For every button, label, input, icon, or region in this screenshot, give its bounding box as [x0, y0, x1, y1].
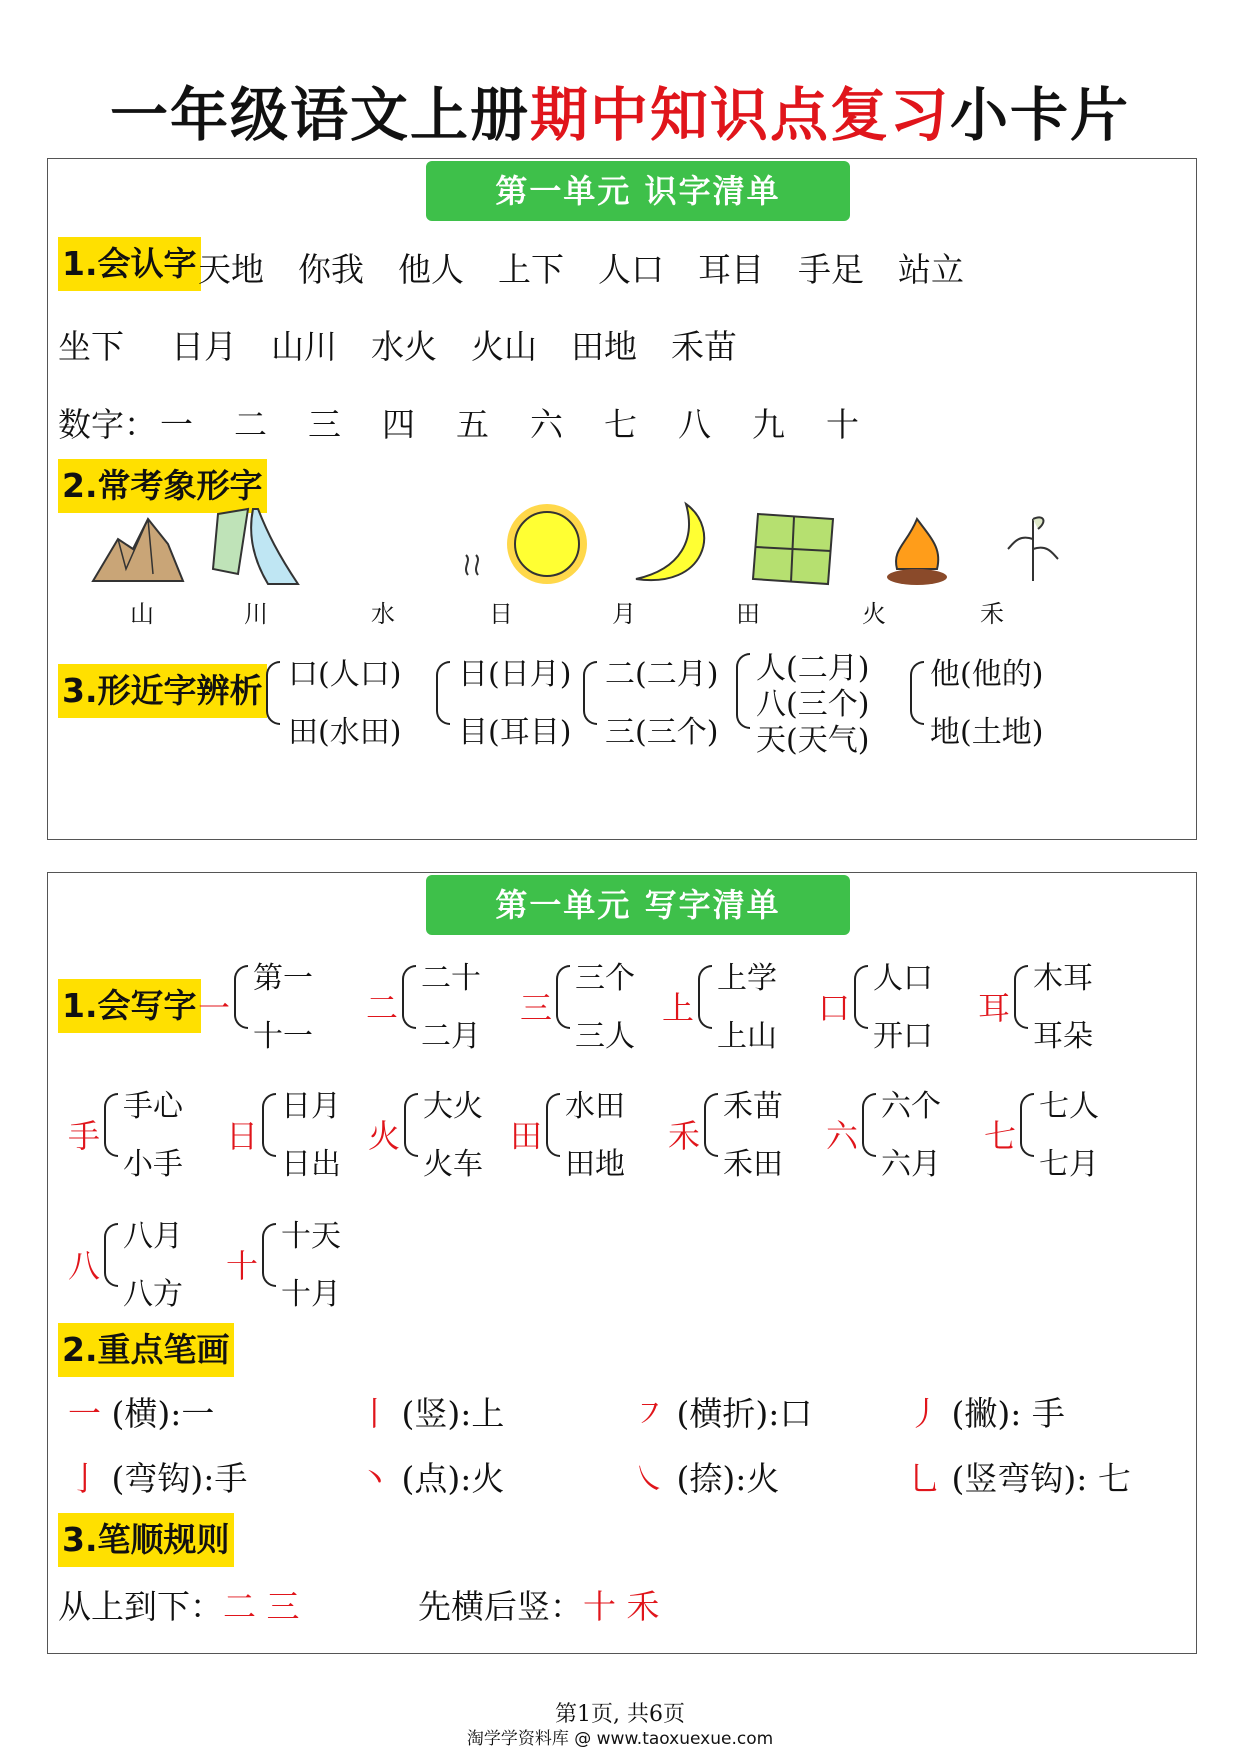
number: 十	[826, 405, 859, 444]
rule-chars: 二 三	[223, 1587, 300, 1626]
card2-banner: 第一单元 写字清单	[426, 875, 850, 935]
write-key: 二	[366, 989, 399, 1027]
write-word: 二月	[421, 1019, 481, 1054]
write-word: 人口	[873, 961, 933, 996]
pictograph-label-river: 川	[244, 600, 268, 628]
brace	[704, 1093, 718, 1157]
stroke-mark: 亅	[68, 1459, 101, 1498]
river-icon	[208, 504, 308, 594]
write-word: 禾苗	[723, 1089, 783, 1124]
brace	[266, 661, 280, 725]
word: 火山	[471, 327, 537, 366]
write-word: 小手	[123, 1147, 183, 1182]
write-key: 禾	[668, 1117, 701, 1155]
recognize-row-1	[198, 244, 964, 291]
similar-item: 天(天气)	[756, 723, 870, 758]
number: 八	[678, 405, 711, 444]
brace	[698, 965, 712, 1029]
pictograph-label-fire: 火	[862, 600, 886, 628]
write-word: 六月	[881, 1147, 941, 1182]
fire-icon	[882, 514, 952, 589]
stroke-mark: 乚	[908, 1459, 941, 1498]
word: 你我	[298, 250, 364, 289]
brace	[1014, 965, 1028, 1029]
similar-item: 他(他的)	[930, 657, 1044, 692]
number: 九	[752, 405, 785, 444]
similar-item: 目(耳目)	[458, 715, 572, 750]
rule-label: 先横后竖：	[418, 1587, 583, 1626]
number: 五	[456, 405, 489, 444]
write-key: 手	[68, 1117, 101, 1155]
section-pictograph-label: 2.常考象形字	[58, 459, 267, 513]
section-recognize-label: 1.会认字	[58, 237, 201, 291]
order-rule-1	[58, 1581, 300, 1628]
brace	[910, 661, 924, 725]
stroke-item	[68, 1453, 247, 1500]
word: 人口	[598, 250, 664, 289]
rule-chars: 十 禾	[583, 1587, 660, 1626]
word: 坐下	[58, 327, 124, 366]
write-word: 十一	[253, 1019, 313, 1054]
stroke-text: (横):一	[111, 1394, 215, 1433]
similar-item: 地(土地)	[930, 715, 1044, 750]
write-key: 耳	[978, 989, 1011, 1027]
pictograph-label-grain: 禾	[980, 600, 1004, 628]
write-key: 七	[984, 1117, 1017, 1155]
stroke-item	[633, 1453, 779, 1500]
stroke-item	[358, 1453, 504, 1500]
number: 一	[160, 405, 193, 444]
similar-item: 二(二月)	[605, 657, 719, 692]
source-watermark: 淘学学资料库 @ www.taoxuexue.com	[466, 1729, 774, 1749]
number: 六	[530, 405, 563, 444]
word: 禾苗	[671, 327, 737, 366]
stroke-item	[633, 1388, 812, 1435]
recognition-card	[47, 158, 1197, 840]
grain-icon	[1003, 509, 1063, 589]
write-word: 十天	[281, 1219, 341, 1254]
title-part3: 小卡片	[950, 81, 1131, 149]
stroke-item	[908, 1388, 1065, 1435]
mountain-icon	[88, 509, 188, 589]
word: 耳目	[698, 250, 764, 289]
field-icon	[748, 509, 838, 589]
brace	[556, 965, 570, 1029]
page-number: 第1页, 共6页	[555, 1702, 685, 1727]
water-pictograph-icon	[458, 551, 488, 581]
write-word: 大火	[423, 1089, 483, 1124]
stroke-text: (弯钩):手	[111, 1459, 248, 1498]
stroke-item	[908, 1453, 1131, 1500]
pictograph-label-mountain: 山	[130, 600, 154, 628]
write-word: 水田	[565, 1089, 625, 1124]
write-key: 火	[368, 1117, 401, 1155]
write-word: 手心	[123, 1089, 183, 1124]
write-word: 日出	[281, 1147, 341, 1182]
stroke-text: (竖弯钩): 七	[951, 1459, 1131, 1498]
brace	[262, 1093, 276, 1157]
write-word: 十月	[281, 1277, 341, 1312]
write-key: 一	[198, 989, 231, 1027]
similar-item: 田(水田)	[288, 715, 402, 750]
write-key: 十	[226, 1247, 259, 1285]
write-word: 禾田	[723, 1147, 783, 1182]
page-title	[0, 68, 1240, 152]
pictograph-label-water: 水	[371, 600, 395, 628]
write-key: 上	[662, 989, 695, 1027]
word: 手足	[798, 250, 864, 289]
number: 七	[604, 405, 637, 444]
write-word: 八月	[123, 1219, 183, 1254]
write-word: 六个	[881, 1089, 941, 1124]
stroke-item	[358, 1388, 504, 1435]
write-word: 三个	[575, 961, 635, 996]
brace	[104, 1093, 118, 1157]
moon-icon	[626, 499, 716, 589]
similar-item: 人(二月)	[756, 651, 870, 686]
brace	[402, 965, 416, 1029]
stroke-text: (横折):口	[676, 1394, 813, 1433]
number: 二	[234, 405, 267, 444]
write-key: 口	[818, 989, 851, 1027]
write-word: 七人	[1039, 1089, 1099, 1124]
rule-label: 从上到下：	[58, 1587, 223, 1626]
brace	[854, 965, 868, 1029]
stroke-text: (撇): 手	[951, 1394, 1065, 1433]
write-word: 七月	[1039, 1147, 1099, 1182]
title-part2: 期中知识点复习	[529, 81, 950, 149]
brace	[736, 653, 750, 729]
title-part1: 一年级语文上册	[109, 81, 530, 149]
write-word: 田地	[565, 1147, 625, 1182]
write-word: 二十	[421, 961, 481, 996]
word: 站立	[898, 250, 964, 289]
brace	[104, 1223, 118, 1287]
numbers-row	[58, 399, 859, 446]
brace	[1020, 1093, 1034, 1157]
brace	[546, 1093, 560, 1157]
write-key: 日	[226, 1117, 259, 1155]
brace	[583, 661, 597, 725]
section-order-label: 3.笔顺规则	[58, 1513, 234, 1567]
pictograph-label-moon: 月	[612, 600, 636, 628]
stroke-mark: 丨	[358, 1394, 391, 1433]
write-key: 八	[68, 1247, 101, 1285]
pictograph-label-sun: 日	[489, 600, 513, 628]
write-word: 耳朵	[1033, 1019, 1093, 1054]
word: 他人	[398, 250, 464, 289]
brace	[234, 965, 248, 1029]
word: 上下	[498, 250, 564, 289]
section-strokes-label: 2.重点笔画	[58, 1323, 234, 1377]
write-word: 火车	[423, 1147, 483, 1182]
stroke-item	[68, 1388, 214, 1435]
stroke-text: (点):火	[401, 1459, 505, 1498]
write-word: 木耳	[1033, 961, 1093, 996]
stroke-mark: ㇏	[633, 1459, 666, 1498]
card1-banner: 第一单元 识字清单	[426, 161, 850, 221]
similar-item: 八(三个)	[756, 687, 870, 722]
stroke-mark: 一	[68, 1394, 101, 1433]
numbers-prefix: 数字：	[58, 405, 157, 444]
section-similar-label: 3.形近字辨析	[58, 664, 267, 718]
sun-icon	[502, 499, 592, 589]
order-rule-2	[418, 1581, 660, 1628]
section-write-label: 1.会写字	[58, 979, 201, 1033]
stroke-text: (捺):火	[676, 1459, 780, 1498]
pictograph-label-field: 田	[736, 600, 760, 628]
word: 日月	[171, 327, 237, 366]
write-word: 上学	[717, 961, 777, 996]
write-word: 八方	[123, 1277, 183, 1312]
stroke-mark: ㇇	[633, 1394, 666, 1433]
write-word: 第一	[253, 961, 313, 996]
word: 田地	[571, 327, 637, 366]
similar-item: 口(人口)	[288, 657, 402, 692]
similar-item: 三(三个)	[605, 715, 719, 750]
number: 三	[308, 405, 341, 444]
stroke-mark: 丿	[908, 1394, 941, 1433]
word: 水火	[371, 327, 437, 366]
number: 四	[382, 405, 415, 444]
recognize-row-2	[58, 321, 737, 368]
write-key: 三	[520, 989, 553, 1027]
write-key: 田	[510, 1117, 543, 1155]
brace	[436, 661, 450, 725]
similar-item: 日(日月)	[458, 657, 572, 692]
write-word: 日月	[281, 1089, 341, 1124]
word: 天地	[198, 250, 264, 289]
writing-card	[47, 872, 1197, 1654]
write-key: 六	[826, 1117, 859, 1155]
word: 山川	[271, 327, 337, 366]
write-word: 开口	[873, 1019, 933, 1054]
write-word: 上山	[717, 1019, 777, 1054]
brace	[262, 1223, 276, 1287]
stroke-mark: 丶	[358, 1459, 391, 1498]
stroke-text: (竖):上	[401, 1394, 505, 1433]
brace	[404, 1093, 418, 1157]
brace	[862, 1093, 876, 1157]
write-word: 三人	[575, 1019, 635, 1054]
